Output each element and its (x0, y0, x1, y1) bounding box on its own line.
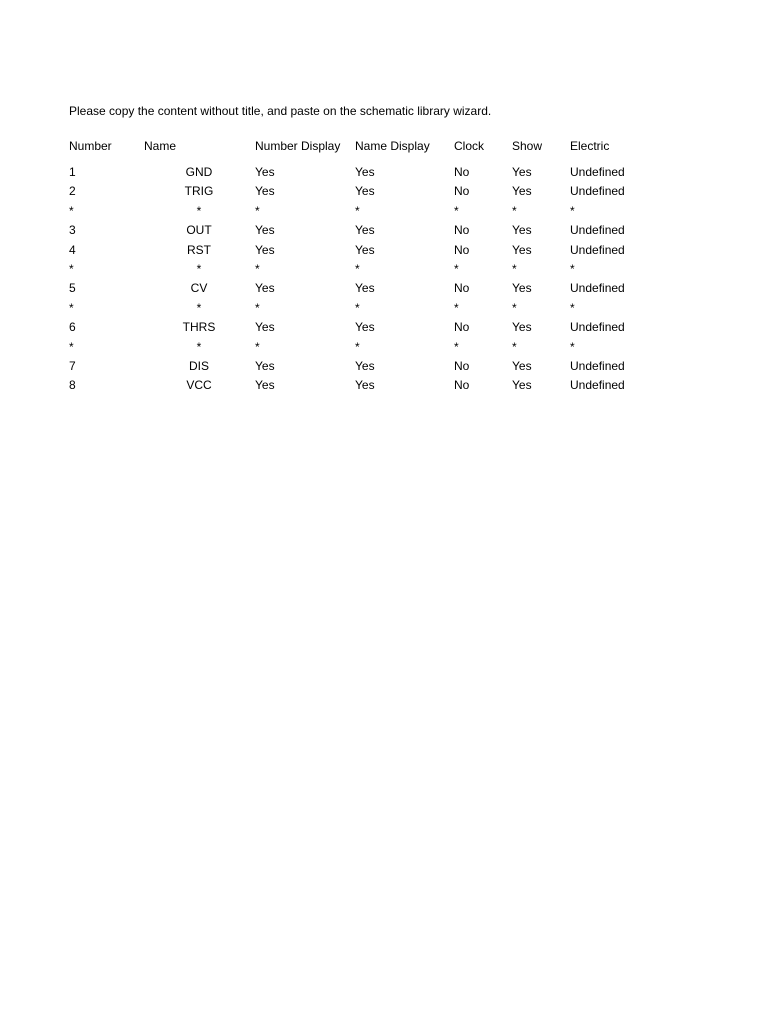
cell-name: * (196, 339, 202, 354)
cell-electric: * (570, 339, 575, 354)
cell-name-display: * (355, 300, 360, 315)
cell-name-display: Yes (355, 184, 375, 199)
instruction-text: Please copy the content without title, and paste on the schematic library wizard. (69, 104, 492, 118)
table-row (69, 164, 709, 183)
cell-name: * (196, 261, 202, 276)
table-row (69, 261, 709, 280)
cell-number-display: Yes (255, 358, 275, 373)
cell-clock: * (454, 261, 459, 276)
cell-electric: Undefined (570, 320, 625, 335)
cell-clock: * (454, 339, 459, 354)
cell-show: Yes (512, 184, 532, 199)
cell-clock: No (454, 242, 470, 257)
cell-number: 4 (69, 242, 76, 257)
table-row (69, 339, 709, 358)
cell-clock: No (454, 358, 470, 373)
cell-name: TRIG (184, 184, 214, 199)
cell-electric: Undefined (570, 281, 625, 296)
cell-electric: Undefined (570, 184, 625, 199)
cell-clock: No (454, 320, 470, 335)
cell-name-display: Yes (355, 358, 375, 373)
cell-number: * (69, 261, 74, 276)
cell-name-display: Yes (355, 281, 375, 296)
cell-show: Yes (512, 358, 532, 373)
cell-number-display: * (255, 300, 260, 315)
cell-number: * (69, 339, 74, 354)
cell-number: * (69, 300, 74, 315)
cell-show: * (512, 339, 517, 354)
table-row (69, 222, 709, 241)
cell-number: 8 (69, 378, 76, 393)
pin-table (69, 138, 709, 397)
table-row (69, 242, 709, 261)
cell-number-display: Yes (255, 223, 275, 238)
cell-number: 7 (69, 358, 76, 373)
cell-show: Yes (512, 320, 532, 335)
cell-number-display: Yes (255, 184, 275, 199)
cell-show: Yes (512, 281, 532, 296)
cell-number-display: Yes (255, 378, 275, 393)
table-header-row (69, 138, 709, 164)
cell-name: * (196, 203, 202, 218)
cell-number: 1 (69, 165, 76, 179)
cell-electric: Undefined (570, 358, 625, 373)
table-row (69, 319, 709, 338)
cell-show: * (512, 261, 517, 276)
cell-name: DIS (188, 358, 209, 373)
cell-clock: No (454, 378, 470, 393)
cell-electric: Undefined (570, 242, 625, 257)
cell-name-display: * (355, 261, 360, 276)
cell-name: CV (190, 281, 208, 296)
cell-name: THRS (182, 320, 216, 335)
cell-clock: No (454, 281, 470, 296)
cell-name-display: Yes (355, 242, 375, 257)
cell-number-display: Yes (255, 165, 275, 179)
table-row (69, 183, 709, 202)
header-number: Number (69, 139, 112, 153)
cell-number-display: * (255, 339, 260, 354)
cell-name-display: Yes (355, 165, 375, 179)
table-row (69, 377, 709, 396)
cell-name-display: Yes (355, 223, 375, 238)
cell-number-display: Yes (255, 281, 275, 296)
cell-show: Yes (512, 378, 532, 393)
cell-electric: * (570, 300, 575, 315)
cell-show: Yes (512, 223, 532, 238)
cell-name-display: Yes (355, 320, 375, 335)
table-body (69, 164, 709, 397)
cell-number: 6 (69, 320, 76, 335)
cell-number-display: * (255, 261, 260, 276)
header-electric: Electric (570, 139, 610, 153)
header-number-display: Number Display (255, 139, 341, 153)
cell-show: Yes (512, 165, 532, 179)
cell-number: * (69, 203, 74, 218)
cell-name-display: * (355, 203, 360, 218)
cell-number: 2 (69, 184, 76, 199)
table-row (69, 358, 709, 377)
cell-name: GND (185, 165, 213, 179)
cell-electric: Undefined (570, 165, 625, 179)
header-clock: Clock (454, 139, 485, 153)
header-name: Name (144, 139, 177, 153)
header-show: Show (512, 139, 543, 153)
cell-clock: No (454, 165, 470, 179)
cell-clock: No (454, 184, 470, 199)
cell-name-display: Yes (355, 378, 375, 393)
cell-number-display: * (255, 203, 260, 218)
cell-number-display: Yes (255, 320, 275, 335)
table-row (69, 203, 709, 222)
cell-name: OUT (186, 223, 212, 238)
header-name-display: Name Display (355, 139, 430, 153)
cell-clock: No (454, 223, 470, 238)
cell-show: Yes (512, 242, 532, 257)
cell-name: * (196, 300, 202, 315)
cell-electric: Undefined (570, 223, 625, 238)
cell-number: 5 (69, 281, 76, 296)
cell-name-display: * (355, 339, 360, 354)
cell-clock: * (454, 300, 459, 315)
table-row (69, 280, 709, 299)
cell-electric: * (570, 203, 575, 218)
cell-number-display: Yes (255, 242, 275, 257)
cell-electric: Undefined (570, 378, 625, 393)
cell-clock: * (454, 203, 459, 218)
cell-show: * (512, 203, 517, 218)
cell-name: RST (187, 242, 211, 257)
cell-show: * (512, 300, 517, 315)
cell-number: 3 (69, 223, 76, 238)
table-row (69, 300, 709, 319)
cell-electric: * (570, 261, 575, 276)
cell-name: VCC (186, 378, 212, 393)
